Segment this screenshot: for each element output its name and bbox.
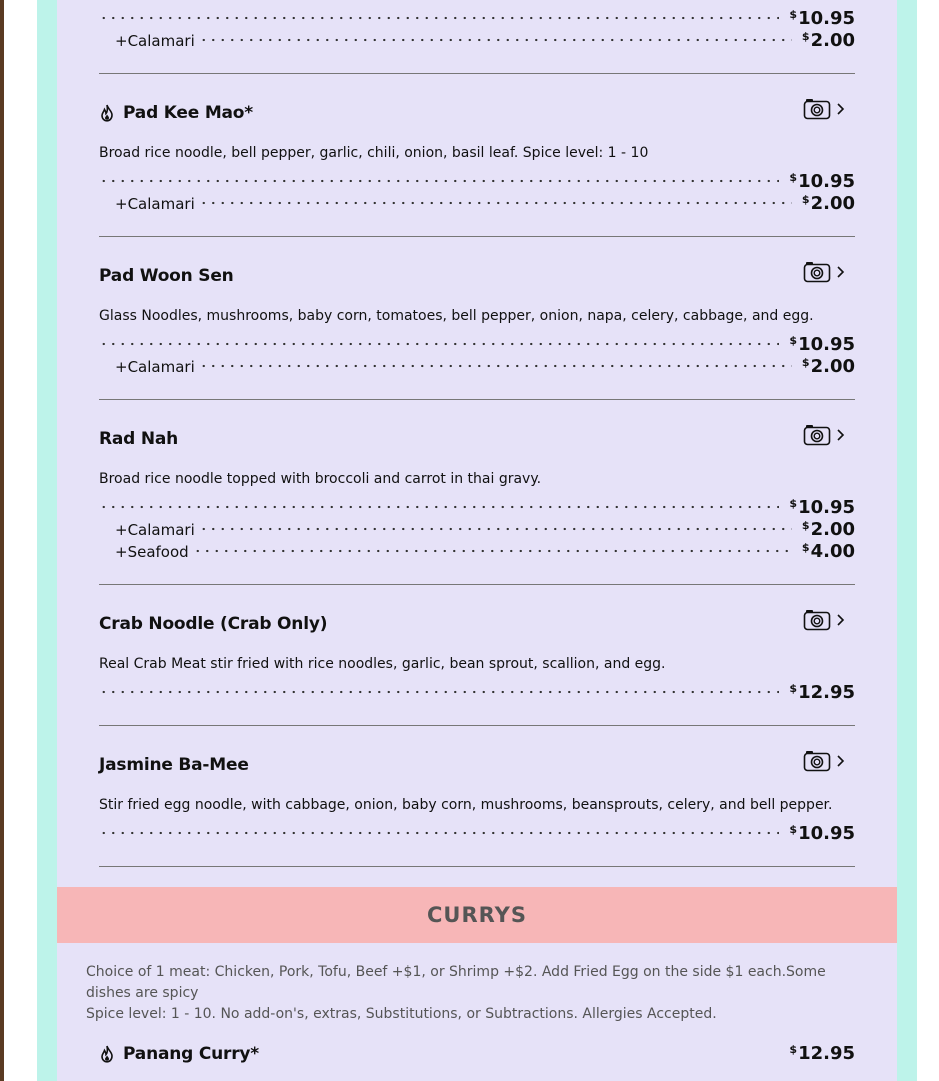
leader-dots [193,545,792,557]
price-row [99,822,855,844]
addon-price [802,356,855,377]
addon-price [802,193,855,214]
leader-dots [99,827,779,839]
item-price-value: 10.95 [798,497,855,518]
item-name: Jasmine Ba-Mee [99,755,249,775]
price-row [99,681,855,703]
item-divider [99,73,855,74]
leader-dots [99,686,779,698]
item-price [789,682,855,703]
section-note [86,962,866,1025]
item-divider [99,866,855,867]
leader-dots [99,12,779,24]
photo-button[interactable] [803,609,845,631]
currency-symbol: $ [801,193,810,206]
item-description: Stir fried egg noodle, with cabbage, onion, baby corn, mushrooms, beansprouts, celery, and bell pepper. [99,797,833,813]
chevron-right-icon [835,102,845,116]
item-description: Broad rice noodle, bell pepper, garlic, chili, onion, basil leaf. Spice level: 1 - 10 [99,145,649,161]
item-description: Broad rice noodle topped with broccoli and carrot in thai gravy. [99,471,542,487]
currency-symbol: $ [801,519,810,532]
addon-price [802,519,855,540]
section-note-line: Choice of 1 meat: Chicken, Pork, Tofu, Beef +$1, or Shrimp +$2. Add Fried Egg on the side $1 each.Some dishes are spicy [86,964,826,1001]
price-row [99,496,855,518]
item-price-value: 10.95 [798,8,855,29]
chevron-right-icon [835,265,845,279]
addon-label: +Calamari [115,521,195,539]
addon-price [802,541,855,562]
price-row [99,170,855,192]
addon-label: +Calamari [115,358,195,376]
item-name: Pad Woon Sen [99,266,234,286]
item-price-value: 10.95 [798,171,855,192]
leader-dots [99,175,779,187]
item-title [99,1044,259,1064]
item-price-value: 12.95 [798,682,855,703]
chevron-right-icon [835,428,845,442]
item-name: Crab Noodle (Crab Only) [99,614,328,634]
leader-dots [199,360,792,372]
item-price [789,497,855,518]
currency-symbol: $ [801,356,810,369]
addon-price [802,30,855,51]
item-price [789,823,855,844]
item-price [789,8,855,29]
leader-dots [199,523,792,535]
item-price-value: 10.95 [798,334,855,355]
addon-row[interactable] [115,518,855,540]
addon-price-value: 2.00 [810,356,855,377]
photo-button[interactable] [803,98,845,120]
item-divider [99,236,855,237]
currency-symbol: $ [789,334,798,347]
item-divider [99,584,855,585]
camera-icon [803,98,831,120]
price-row [99,7,855,29]
addon-row [115,29,855,51]
currency-symbol: $ [789,1043,798,1056]
item-description: Real Crab Meat stir fried with rice noodles, garlic, bean sprout, scallion, and egg. [99,656,666,672]
page-left-rail [0,0,4,1081]
leader-dots [99,501,779,513]
item-name: Panang Curry* [123,1044,259,1064]
item-divider [99,399,855,400]
item-name: Rad Nah [99,429,179,449]
item-price [789,171,855,192]
item-divider [99,725,855,726]
photo-button[interactable] [803,424,845,446]
addon-price-value: 4.00 [810,541,855,562]
item-title [99,266,234,286]
currency-symbol: $ [789,823,798,836]
camera-icon [803,609,831,631]
section-title: CURRYS [427,903,527,927]
photo-button[interactable] [803,750,845,772]
item-price-value: 12.95 [798,1043,855,1064]
addon-price-value: 2.00 [810,30,855,51]
section-header [57,887,897,943]
section-note-line: Spice level: 1 - 10. No add-on's, extras, Substitutions, or Subtractions. Allergies Accepted. [86,1006,717,1022]
item-title [99,103,253,123]
currency-symbol: $ [789,682,798,695]
addon-row[interactable] [115,355,855,377]
addon-row[interactable] [115,192,855,214]
camera-icon [803,750,831,772]
item-price [789,1043,855,1064]
addon-price-value: 2.00 [810,519,855,540]
camera-icon [803,424,831,446]
item-description: Glass Noodles, mushrooms, baby corn, tomatoes, bell pepper, onion, napa, celery, cabbage, and egg. [99,308,814,324]
chevron-right-icon [835,613,845,627]
item-price-value: 10.95 [798,823,855,844]
item-name: Pad Kee Mao* [123,103,253,123]
flame-icon [99,1045,115,1063]
photo-button[interactable] [803,261,845,283]
leader-dots [199,197,792,209]
flame-icon [99,104,115,122]
item-title [99,614,327,634]
price-row [99,333,855,355]
currency-symbol: $ [801,541,810,554]
item-title [99,755,249,775]
addon-label: +Calamari [115,195,195,213]
addon-price-value: 2.00 [810,193,855,214]
addon-label: +Calamari [115,32,195,50]
leader-dots [199,34,792,46]
chevron-right-icon [835,754,845,768]
addon-label: +Seafood [115,543,189,561]
currency-symbol: $ [801,30,810,43]
item-price [789,334,855,355]
camera-icon [803,261,831,283]
currency-symbol: $ [789,497,798,510]
addon-row[interactable] [115,540,855,562]
leader-dots [99,338,779,350]
currency-symbol: $ [789,8,798,21]
currency-symbol: $ [789,171,798,184]
item-title [99,429,178,449]
